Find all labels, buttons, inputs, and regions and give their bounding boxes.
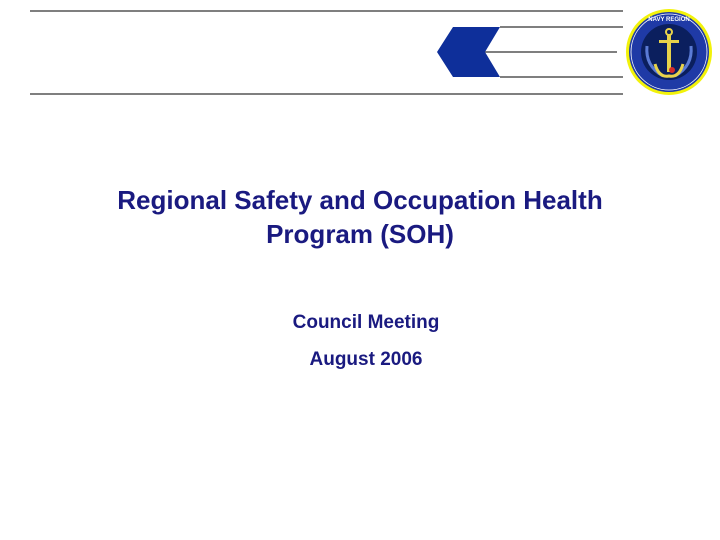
slide-title [0, 183, 720, 251]
svg-text:NAVY REGION: NAVY REGION [648, 17, 690, 23]
slide-title-line-2: Program (SOH) [266, 219, 454, 249]
navy-region-emblem-icon [625, 8, 713, 96]
chevron-arrow-icon [0, 0, 720, 100]
subtitle-date: August 2006 [309, 349, 423, 370]
subtitle-meeting: Council Meeting [292, 312, 440, 333]
slide-title-line-1: Regional Safety and Occupation Health [117, 185, 603, 215]
